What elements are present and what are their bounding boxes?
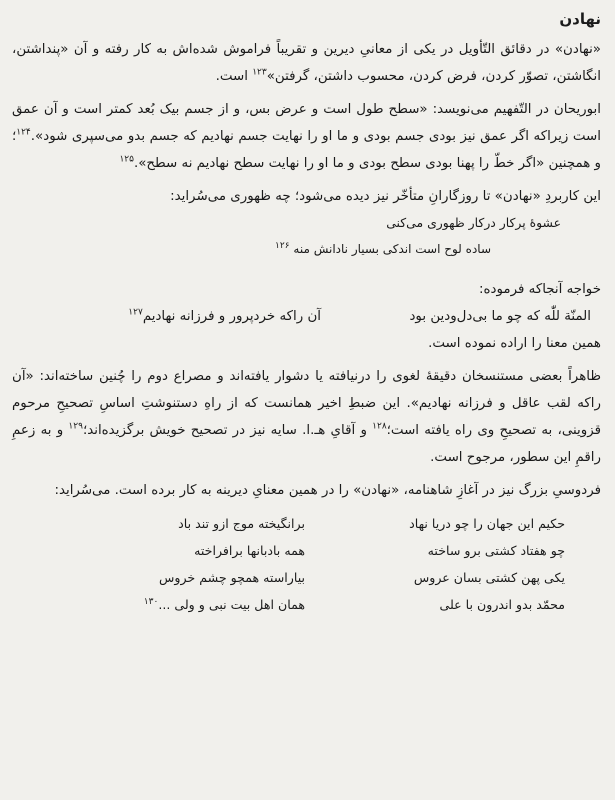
verse-left: برانگیخته موج ازو تند باد — [178, 516, 305, 531]
verse-left-wrap — [55, 591, 305, 618]
paragraph-2-text: ابوریحان در التّفهیم می‌نویسد: «سطح طول است و عرض بس، و از جسم بیک بُعد کمتر است و آن عمق است زیراکه اگر عمق نیز بودی جسم بودی و ما او را نهایت جسم نهادیم که جسم بدو می‌سپری شود». — [12, 102, 601, 144]
paragraph-6 — [12, 363, 601, 471]
verse-right: یکی پهن کشتی بسان عروس — [413, 570, 565, 585]
paragraph-6-mid: و آقایِ هـ.ا. سایه نیز در تصحیح خویش برگزیده‌اند؛ — [82, 423, 373, 438]
paragraph-1-end: است. — [215, 69, 253, 84]
paragraph-5: همین معنا را اراده نموده است. — [428, 336, 601, 351]
verse-right: حکیم این جهان را چو دریا نهاد — [409, 516, 565, 531]
paragraph-2-mid: ؛ و همچنین «اگر خطّ را پهنا بودی سطح بودی و ما او را نهایت سطح نهادیم نه سطح». — [12, 129, 601, 171]
verse-row — [12, 510, 601, 537]
couplet-left-wrap — [31, 303, 321, 330]
verse-right: محمّد بدو اندرون با علی — [439, 597, 565, 612]
shahnameh-verses — [12, 510, 601, 618]
footnote-ref-124[interactable]: ۱۲۴ — [16, 127, 31, 138]
footnote-ref-130[interactable]: ۱۳۰ — [143, 596, 159, 607]
verse-left: همان اهل بیت نبی و ولی ... — [158, 597, 305, 612]
paragraph-7: فردوسیِ بزرگ نیز در آغازِ شاهنامه، «نهادن» را در همین معنایِ دیرینه به کار برده است. می‌سُراید: — [54, 483, 601, 498]
quote-line-2 — [12, 236, 601, 262]
quote-line-2-text: ساده لوح است اندکی بسیار نادانش منه — [293, 242, 491, 256]
footnote-ref-129[interactable]: ۱۲۹ — [68, 421, 83, 432]
couplet-left: آن راکه خردپرور و فرزانه نهادیم — [142, 309, 321, 324]
paragraph-1 — [12, 36, 601, 90]
verse-row — [12, 537, 601, 564]
footnote-ref-126[interactable]: ۱۲۶ — [275, 241, 290, 251]
hafez-couplet — [12, 303, 601, 330]
footnote-ref-123[interactable]: ۱۲۳ — [252, 67, 267, 78]
paragraph-4: خواجه آنجاکه فرموده: — [479, 282, 601, 297]
paragraph-6-end: و به زعمِ راقمِ این سطور، مرجوح است. — [12, 423, 601, 465]
verse-row — [12, 564, 601, 591]
verse-row — [12, 591, 601, 618]
footnote-ref-128[interactable]: ۱۲۸ — [372, 421, 387, 432]
verse-left: بیاراسته همچو چشم خروس — [159, 570, 305, 585]
paragraph-1-text: «نهادن» در دقائق التّأویل در یکی از معانیِ دیرین و تقریباً فراموش شده‌اش به کار رفته و آن «پنداشتن، انگاشتن، تصوّر کردن، فرض کردن، محسوب داشتن، گرفتن» — [12, 42, 601, 84]
paragraph-3: این کاربردِ «نهادن» تا روزگارانِ متأخّر نیز دیده می‌شود؛ چه ظهوری می‌سُراید: — [170, 189, 601, 204]
paragraph-6-text: ظاهراً بعضی مستنسخان دقیقهٔ لغوی را درنیافته یا دشوار یافته‌اند و مصراع دوم را چُنین ساخته‌اند: «آن راکه لقب عاقل و فرزانه نهادیم». این ضبطِ اخیر همانست که از راهِ دستنوشتِ اساسِ تصحیحِ مرحوم قزوینی، به تصحیحِ وی راه یافته است؛ — [12, 369, 602, 438]
paragraph-2 — [12, 96, 601, 177]
footnote-ref-125[interactable]: ۱۲۵ — [119, 154, 134, 165]
footnote-ref-127[interactable]: ۱۲۷ — [128, 307, 143, 318]
verse-left: همه بادبانها برافراخته — [194, 543, 305, 558]
verse-right: چو هفتاد کشتی برو ساخته — [427, 543, 565, 558]
quote-line-1: عشوه‌ٔ پرکار درکار ظهوری می‌کنی — [386, 215, 561, 230]
couplet-right: المنّة للّٰه که چو ما بی‌دل‌ودین بود — [409, 309, 591, 324]
section-heading: نهادن — [559, 10, 601, 28]
